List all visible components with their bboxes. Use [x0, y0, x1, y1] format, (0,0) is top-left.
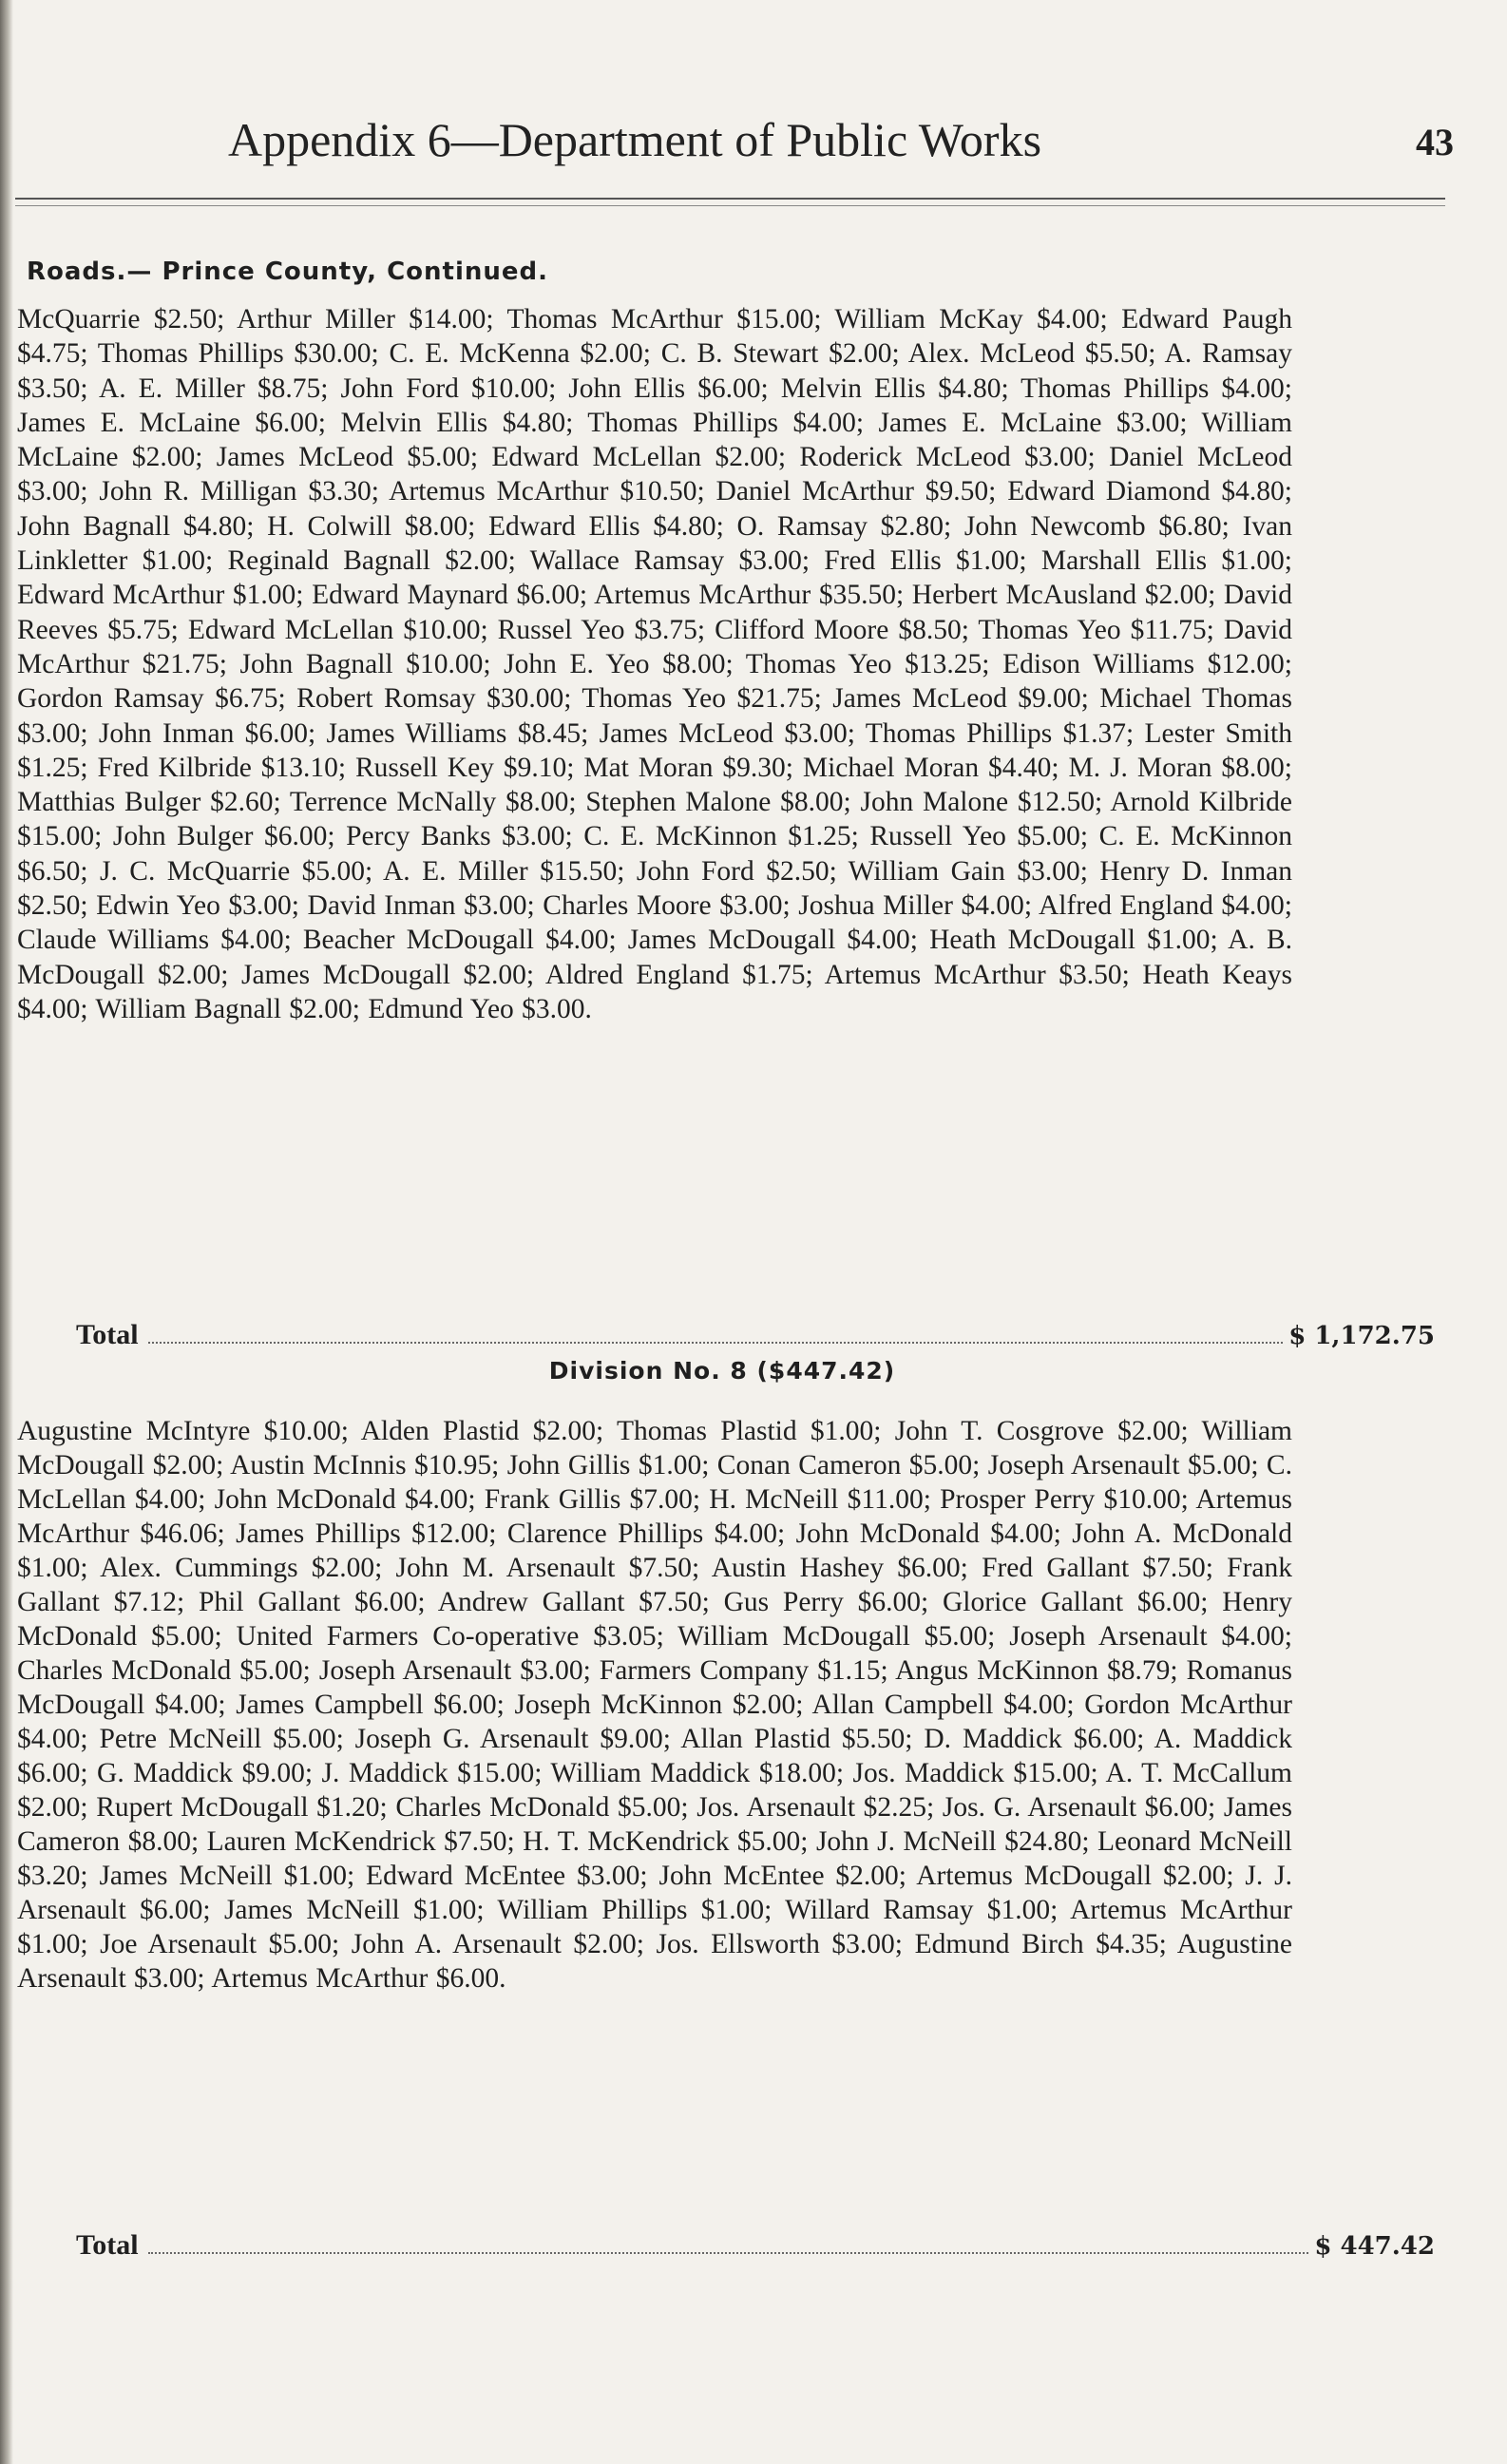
- section-heading: Roads.— Prince County, Continued.: [27, 258, 549, 286]
- division-total-row: [76, 2227, 1435, 2263]
- page-binding-edge: [0, 0, 13, 2464]
- page-number: 43: [1416, 121, 1454, 163]
- payment-list-paragraph: McQuarrie $2.50; Arthur Miller $14.00; Thomas McArthur $15.00; William McKay $4.00; Edward Paugh $4.75; Thomas Phillips $30.00; C. E. McKenna $2.00; C. B. Stewart $2.00; Alex. McLeod $5.50; A. Ramsay $3.50; A. E. Miller $8.75; John Ford $10.00; John Ellis $6.00; Melvin Ellis $4.80; Thomas Phillips $4.00; James E. McLaine $6.00; Melvin Ellis $4.80; Thomas Phillips $4.00; James E. McLaine $3.00; William McLaine $2.00; James McLeod $5.00; Edward McLellan $2.00; Roderick McLeod $3.00; Daniel McLeod $3.00; John R. Milligan $3.30; Artemus McArthur $10.50; Daniel McArthur $9.50; Edward Diamond $4.80; John Bagnall $4.80; H. Colwill $8.00; Edward Ellis $4.80; O. Ramsay $2.80; John Newcomb $6.80; Ivan Linkletter $1.00; Reginald Bagnall $2.00; Wallace Ramsay $3.00; Fred Ellis $1.00; Marshall Ellis $1.00; Edward McArthur $1.00; Edward Maynard $6.00; Artemus McArthur $35.50; Herbert McAusland $2.00; David Reeves $5.75; Edward McLellan $10.00; Russel Yeo $3.75; Clifford Moore $8.50; Thomas Yeo $11.75; David McArthur $21.75; John Bagnall $10.00; John E. Yeo $8.00; Thomas Yeo $13.25; Edison Williams $12.00; Gordon Ramsay $6.75; Robert Romsay $30.00; Thomas Yeo $21.75; James McLeod $9.00; Michael Thomas $3.00; John Inman $6.00; James Williams $8.45; James McLeod $3.00; Thomas Phillips $1.37; Lester Smith $1.25; Fred Kilbride $13.10; Russell Key $9.10; Mat Moran $9.30; Michael Moran $4.40; M. J. Moran $8.00; Matthias Bulger $2.60; Terrence McNally $8.00; Stephen Malone $8.00; John Malone $12.50; Arnold Kilbride $15.00; John Bulger $6.00; Percy Banks $3.00; C. E. McKinnon $1.25; Russell Yeo $5.00; C. E. McKinnon $6.50; J. C. McQuarrie $5.00; A. E. Miller $15.50; John Ford $2.50; William Gain $3.00; Henry D. Inman $2.50; Edwin Yeo $3.00; David Inman $3.00; Charles Moore $3.00; Joshua Miller $4.00; Alfred England $4.00; Claude Williams $4.00; Beacher McDougall $4.00; James McDougall $4.00; Heath McDougall $1.00; A. B. McDougall $2.00; James McDougall $2.00; Aldred England $1.75; Artemus McArthur $3.50; Heath Keays $4.00; William Bagnall $2.00; Edmund Yeo $3.00.: [17, 304, 1292, 1024]
- division-heading: Division No. 8 ($447.42): [548, 1357, 896, 1385]
- division-payment-list-paragraph: Augustine McIntyre $10.00; Alden Plastid $2.00; Thomas Plastid $1.00; John T. Cosgrove $2.00; William McDougall $2.00; Austin McInnis $10.95; John Gillis $1.00; Conan Cameron $5.00; Joseph Arsenault $5.00; C. McLellan $4.00; John McDonald $4.00; Frank Gillis $7.00; H. McNeill $11.00; Prosper Perry $10.00; Artemus McArthur $46.06; James Phillips $12.00; Clarence Phillips $4.00; John McDonald $4.00; John A. McDonald $1.00; Alex. Cummings $2.00; John M. Arsenault $7.50; Austin Hashey $6.00; Fred Gallant $7.50; Frank Gallant $7.12; Phil Gallant $6.00; Andrew Gallant $7.50; Gus Perry $6.00; Glorice Gallant $6.00; Henry McDonald $5.00; United Farmers Co-operative $3.05; William McDougall $5.00; Joseph Arsenault $4.00; Charles McDonald $5.00; Joseph Arsenault $3.00; Farmers Company $1.15; Angus McKinnon $8.79; Romanus McDougall $4.00; James Campbell $6.00; Joseph McKinnon $2.00; Allan Campbell $4.00; Gordon McArthur $4.00; Petre McNeill $5.00; Joseph G. Arsenault $9.00; Allan Plastid $5.50; D. Maddick $6.00; A. Maddick $6.00; G. Maddick $9.00; J. Maddick $15.00; William Maddick $18.00; Jos. Maddick $15.00; A. T. McCallum $2.00; Rupert McDougall $1.20; Charles McDonald $5.00; Jos. Arsenault $2.25; Jos. G. Arsenault $6.00; James Cameron $8.00; Lauren McKendrick $7.50; H. T. McKendrick $5.00; John J. McNeill $24.80; Leonard McNeill $3.20; James McNeill $1.00; Edward McEntee $3.00; John McEntee $2.00; Artemus McDougall $2.00; J. J. Arsenault $6.00; James McNeill $1.00; William Phillips $1.00; Willard Ramsay $1.00; Artemus McArthur $1.00; Joe Arsenault $5.00; John A. Arsenault $2.00; Jos. Ellsworth $3.00; Edmund Birch $4.35; Augustine Arsenault $3.00; Artemus McArthur $6.00.: [17, 1416, 1292, 1994]
- total-amount: $ 1,172.75: [1288, 1322, 1435, 1350]
- total-label: Total: [76, 1319, 139, 1350]
- total-amount: $ 447.42: [1314, 2232, 1435, 2261]
- page-header: [228, 106, 1454, 173]
- section-total-row: [76, 1317, 1435, 1353]
- dot-leader: [148, 1341, 1284, 1344]
- page-title: Appendix 6—Department of Public Works: [228, 113, 1042, 166]
- header-rule-thin: [15, 205, 1445, 206]
- total-label: Total: [76, 2229, 139, 2261]
- dot-leader: [148, 2251, 1309, 2254]
- header-rule: [15, 198, 1445, 200]
